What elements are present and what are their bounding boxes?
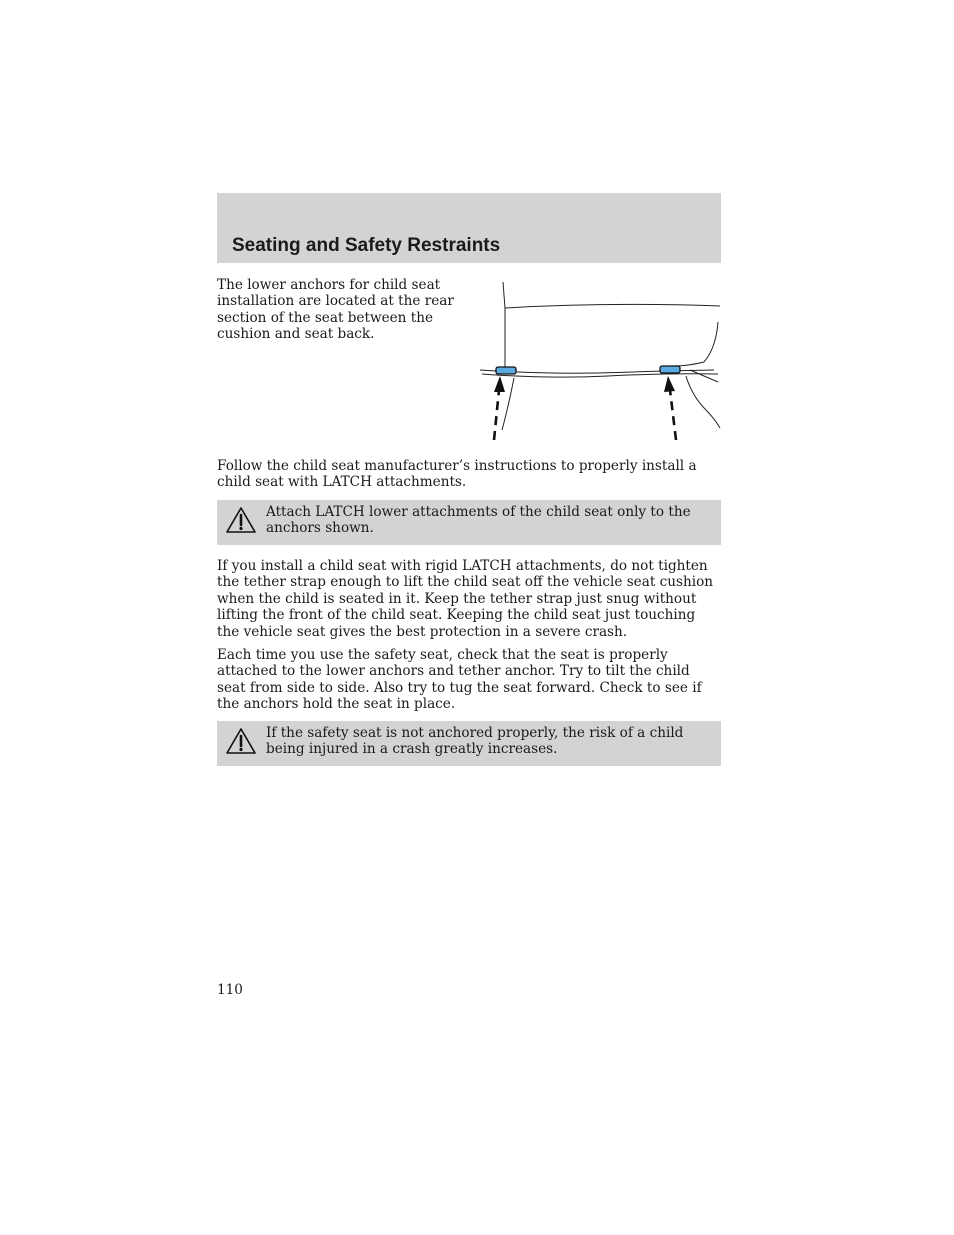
paragraph-rigid-latch: If you install a child seat with rigid LATCH attachments, do not tighten the tether strap enough to lift the child seat off the vehicle seat cushion when the child is seated in it. Keep the tether strap just snug without lifting the front of the child seat. Keeping the child seat just touching the vehicle seat gives the best protection in a severe crash.: [217, 558, 714, 640]
warning-box-anchoring: [217, 721, 721, 766]
right-lower-anchor: [660, 366, 680, 373]
left-anchor-arrow: [494, 376, 505, 440]
section-header: [217, 193, 721, 263]
warning-text: Attach LATCH lower attachments of the child seat only to the anchors shown.: [266, 504, 691, 537]
page-number: 110: [217, 982, 243, 998]
section-title: Seating and Safety Restraints: [232, 235, 501, 256]
warning-triangle-icon: [225, 506, 257, 534]
paragraph-follow-instructions: Follow the child seat manufacturer’s instructions to properly install a child seat with LATCH attachments.: [217, 458, 697, 491]
paragraph-lower-anchors: The lower anchors for child seat installation are located at the rear section of the seat between the cushion and seat back.: [217, 277, 454, 343]
lower-anchors-illustration: [478, 278, 722, 444]
warning-triangle-icon: [225, 727, 257, 755]
warning-text: If the safety seat is not anchored properly, the risk of a child being injured in a crash greatly increases.: [266, 725, 684, 758]
warning-box-latch: [217, 500, 721, 545]
right-anchor-arrow: [664, 376, 676, 440]
left-lower-anchor: [496, 367, 516, 374]
paragraph-check-seat: Each time you use the safety seat, check that the seat is properly attached to the lower anchors and tether anchor. Try to tilt the child seat from side to side. Also try to tug the seat forward. Check to see if the anchors hold the seat in place.: [217, 647, 702, 713]
